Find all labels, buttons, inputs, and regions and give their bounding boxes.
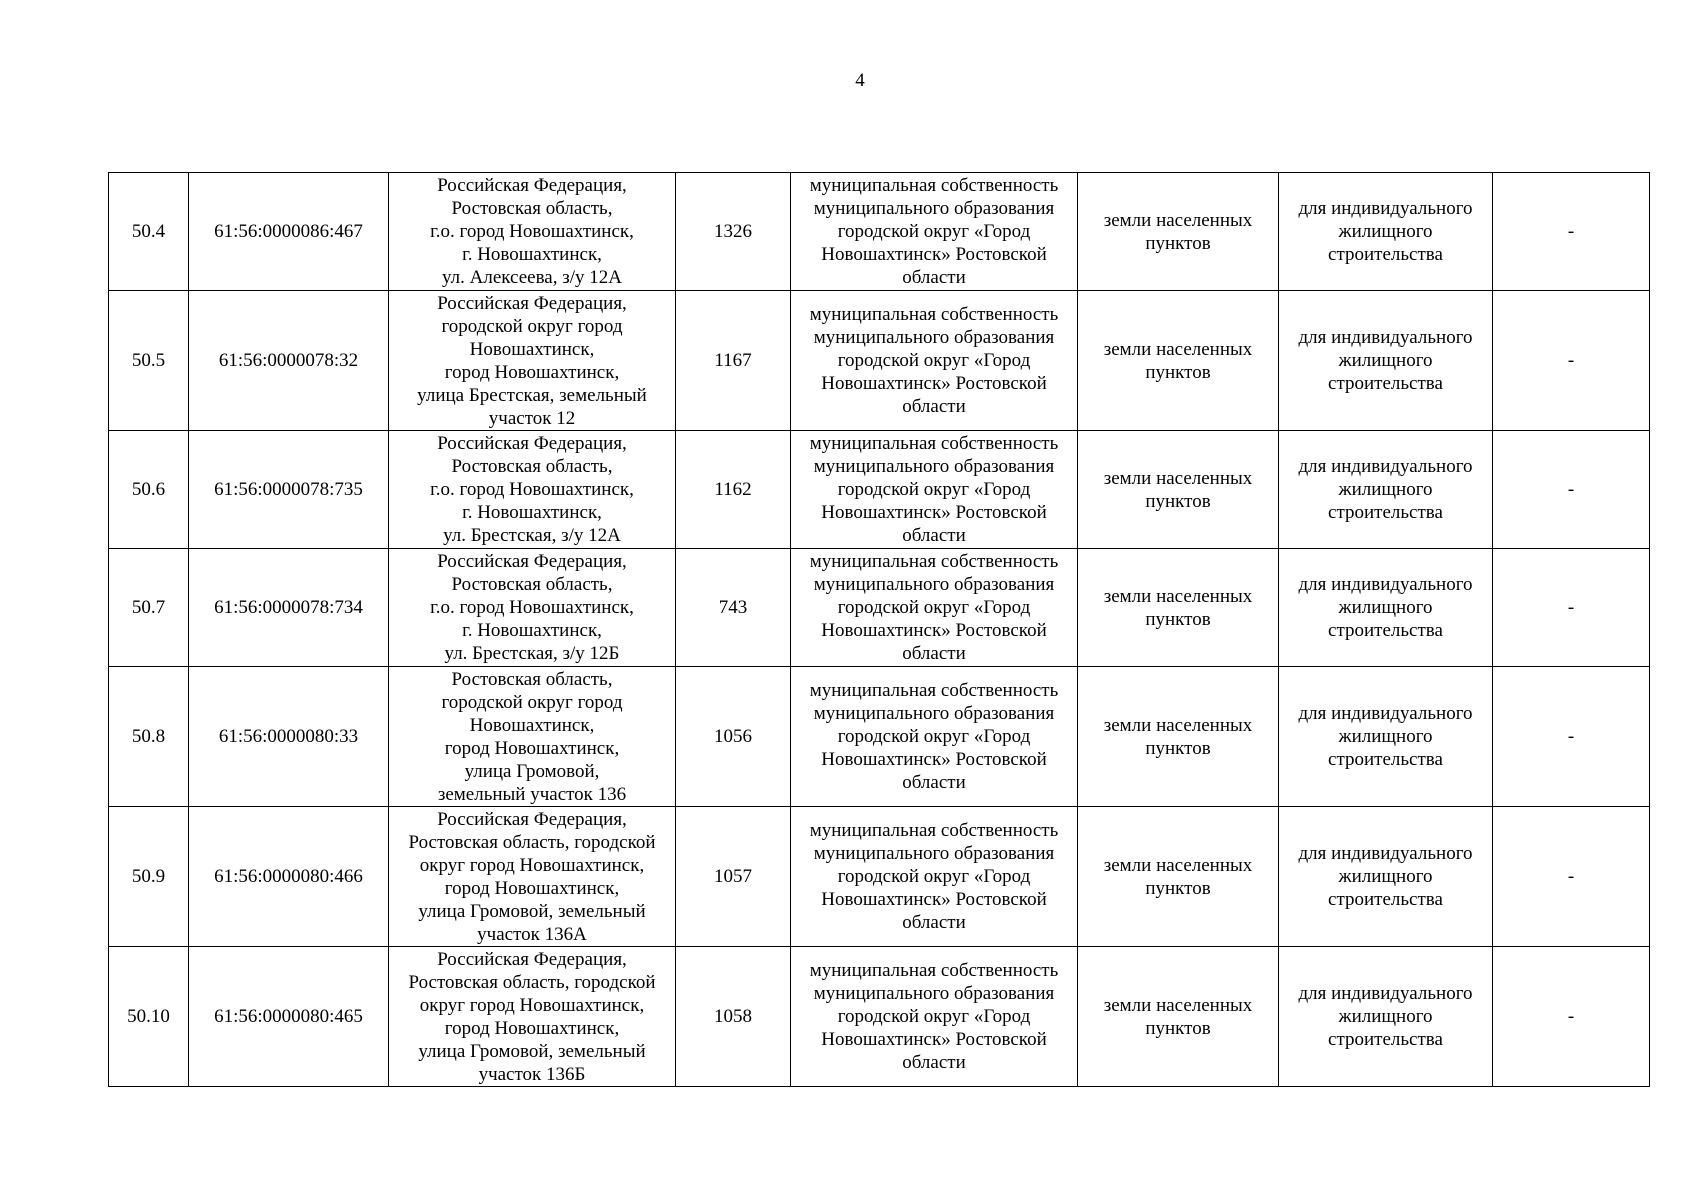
address-line: Российская Федерация, [437, 948, 627, 970]
land-category-line: пунктов [1145, 1017, 1211, 1039]
address-line: Российская Федерация, [437, 175, 627, 196]
note-cell: - [1493, 173, 1650, 291]
address-line: Ростовская область, [451, 574, 613, 595]
cadastral-number-cell: 61:56:0000080:465 [189, 947, 389, 1087]
ownership-line: городской округ «Город [837, 726, 1031, 747]
area-cell: 1056 [676, 667, 791, 807]
land-category-line: пунктов [1145, 232, 1211, 254]
ownership-cell [791, 947, 1078, 1087]
address-cell [389, 549, 676, 667]
land-category-cell [1078, 667, 1279, 807]
address-line: улица Брестская, земельный [417, 384, 647, 406]
ownership-line: городской округ «Город [837, 479, 1031, 500]
ownership-line: муниципальная собственность [809, 820, 1059, 841]
address-line: г. Новошахтинск, [462, 502, 602, 523]
ownership-line: области [902, 643, 966, 664]
ownership-line: городской округ «Город [837, 221, 1031, 242]
table-row [109, 549, 1650, 667]
cadastral-number-cell: 61:56:0000080:33 [189, 667, 389, 807]
permitted-use-line: строительства [1328, 749, 1443, 770]
land-category-cell [1078, 947, 1279, 1087]
ownership-line: муниципальная собственность [809, 433, 1059, 454]
ownership-line: области [902, 772, 966, 793]
cadastral-number-cell: 61:56:0000078:735 [189, 431, 389, 549]
address-line: город Новошахтинск, [444, 1017, 620, 1039]
area-cell: 1326 [676, 173, 791, 291]
address-line: ул. Брестская, з/у 12А [443, 525, 621, 546]
address-line: г.о. город Новошахтинск, [430, 479, 634, 500]
ownership-line: муниципальная собственность [809, 680, 1059, 701]
ownership-line: муниципального образования [813, 574, 1055, 595]
address-cell [389, 431, 676, 549]
row-number-cell: 50.5 [109, 291, 189, 431]
ownership-line: муниципальная собственность [809, 960, 1059, 981]
address-line: г. Новошахтинск, [462, 620, 602, 641]
address-line: ул. Брестская, з/у 12Б [444, 643, 620, 664]
land-category-cell [1078, 431, 1279, 549]
address-line: г. Новошахтинск, [462, 244, 602, 265]
address-line: участок 136Б [478, 1063, 586, 1085]
ownership-cell [791, 431, 1078, 549]
permitted-use-line: для индивидуального [1298, 843, 1473, 864]
note-cell: - [1493, 667, 1650, 807]
land-category-line: земли населенных [1103, 994, 1253, 1016]
land-category-line: земли населенных [1103, 714, 1253, 736]
ownership-line: муниципального образования [813, 198, 1055, 219]
land-category-line: земли населенных [1103, 209, 1253, 231]
ownership-line: муниципального образования [813, 327, 1055, 348]
ownership-line: Новошахтинск» Ростовской [821, 244, 1047, 265]
address-line: Новошахтинск, [469, 714, 595, 736]
permitted-use-line: строительства [1328, 889, 1443, 910]
ownership-line: муниципального образования [813, 703, 1055, 724]
address-line: Российская Федерация, [437, 551, 627, 572]
ownership-line: области [902, 267, 966, 288]
land-category-cell [1078, 173, 1279, 291]
permitted-use-line: для индивидуального [1298, 456, 1473, 477]
ownership-cell [791, 173, 1078, 291]
ownership-line: муниципальная собственность [809, 551, 1059, 572]
table-row [109, 173, 1650, 291]
row-number-cell: 50.4 [109, 173, 189, 291]
permitted-use-cell [1279, 173, 1493, 291]
address-line: Ростовская область, [451, 668, 613, 690]
address-line: участок 12 [488, 407, 576, 429]
permitted-use-cell [1279, 549, 1493, 667]
cadastral-number-cell: 61:56:0000078:32 [189, 291, 389, 431]
land-category-line: пунктов [1145, 877, 1211, 899]
permitted-use-line: жилищного [1338, 221, 1433, 242]
address-line: участок 136А [477, 923, 587, 945]
permitted-use-line: строительства [1328, 1029, 1443, 1050]
permitted-use-line: строительства [1328, 244, 1443, 265]
ownership-line: области [902, 396, 966, 417]
land-category-line: пунктов [1145, 608, 1211, 630]
land-category-cell [1078, 291, 1279, 431]
page-number: 4 [855, 70, 865, 91]
address-line: улица Громовой, земельный [418, 900, 646, 922]
address-line: улица Громовой, земельный [418, 1040, 646, 1062]
permitted-use-line: строительства [1328, 373, 1443, 394]
address-line: земельный участок 136 [437, 783, 627, 805]
address-line: город Новошахтинск, [444, 361, 620, 383]
permitted-use-line: жилищного [1338, 350, 1433, 371]
land-category-line: земли населенных [1103, 467, 1253, 489]
ownership-line: Новошахтинск» Ростовской [821, 373, 1047, 394]
ownership-line: муниципального образования [813, 983, 1055, 1004]
note-cell: - [1493, 807, 1650, 947]
row-number-cell: 50.9 [109, 807, 189, 947]
permitted-use-cell [1279, 291, 1493, 431]
table-row [109, 431, 1650, 549]
address-line: г.о. город Новошахтинск, [430, 597, 634, 618]
ownership-cell [791, 807, 1078, 947]
table-row [109, 667, 1650, 807]
permitted-use-cell [1279, 947, 1493, 1087]
permitted-use-line: для индивидуального [1298, 327, 1473, 348]
ownership-line: городской округ «Город [837, 597, 1031, 618]
permitted-use-line: жилищного [1338, 479, 1433, 500]
permitted-use-line: строительства [1328, 620, 1443, 641]
land-category-line: земли населенных [1103, 585, 1253, 607]
note-cell: - [1493, 947, 1650, 1087]
ownership-line: городской округ «Город [837, 350, 1031, 371]
land-category-line: пунктов [1145, 361, 1211, 383]
note-cell: - [1493, 431, 1650, 549]
register-table-body [109, 173, 1650, 1087]
ownership-cell [791, 291, 1078, 431]
address-line: городской округ город [441, 691, 623, 713]
row-number-cell: 50.7 [109, 549, 189, 667]
ownership-line: городской округ «Город [837, 866, 1031, 887]
address-line: округ город Новошахтинск, [419, 854, 645, 876]
land-plot-register-table [108, 172, 1650, 1087]
area-cell: 743 [676, 549, 791, 667]
ownership-line: муниципального образования [813, 456, 1055, 477]
address-line: Российская Федерация, [437, 808, 627, 830]
row-number-cell: 50.10 [109, 947, 189, 1087]
permitted-use-cell [1279, 667, 1493, 807]
land-category-line: пунктов [1145, 490, 1211, 512]
address-line: Ростовская область, [451, 198, 613, 219]
note-cell: - [1493, 549, 1650, 667]
address-line: Новошахтинск, [469, 338, 595, 360]
table-row [109, 291, 1650, 431]
permitted-use-line: строительства [1328, 502, 1443, 523]
address-line: ул. Алексеева, з/у 12А [442, 267, 622, 288]
address-cell [389, 947, 676, 1087]
permitted-use-line: жилищного [1338, 597, 1433, 618]
land-category-line: земли населенных [1103, 338, 1253, 360]
ownership-line: Новошахтинск» Ростовской [821, 502, 1047, 523]
ownership-cell [791, 667, 1078, 807]
address-line: округ город Новошахтинск, [419, 994, 645, 1016]
ownership-line: городской округ «Город [837, 1006, 1031, 1027]
permitted-use-line: для индивидуального [1298, 198, 1473, 219]
ownership-line: области [902, 1052, 966, 1073]
table-row [109, 807, 1650, 947]
address-cell [389, 291, 676, 431]
address-line: Российская Федерация, [437, 433, 627, 454]
area-cell: 1167 [676, 291, 791, 431]
address-cell [389, 173, 676, 291]
row-number-cell: 50.8 [109, 667, 189, 807]
permitted-use-line: жилищного [1338, 726, 1433, 747]
address-line: город Новошахтинск, [444, 737, 620, 759]
row-number-cell: 50.6 [109, 431, 189, 549]
ownership-line: муниципального образования [813, 843, 1055, 864]
cadastral-number-cell: 61:56:0000078:734 [189, 549, 389, 667]
address-line: Ростовская область, городской [408, 971, 656, 993]
address-cell [389, 667, 676, 807]
permitted-use-line: жилищного [1338, 866, 1433, 887]
note-cell: - [1493, 291, 1650, 431]
area-cell: 1058 [676, 947, 791, 1087]
cadastral-number-cell: 61:56:0000086:467 [189, 173, 389, 291]
cadastral-number-cell: 61:56:0000080:466 [189, 807, 389, 947]
ownership-line: Новошахтинск» Ростовской [821, 1029, 1047, 1050]
permitted-use-cell [1279, 807, 1493, 947]
ownership-line: области [902, 912, 966, 933]
table-row [109, 947, 1650, 1087]
ownership-cell [791, 549, 1078, 667]
permitted-use-line: для индивидуального [1298, 983, 1473, 1004]
permitted-use-line: для индивидуального [1298, 703, 1473, 724]
ownership-line: Новошахтинск» Ростовской [821, 620, 1047, 641]
land-category-line: земли населенных [1103, 854, 1253, 876]
land-category-cell [1078, 807, 1279, 947]
permitted-use-line: жилищного [1338, 1006, 1433, 1027]
address-line: Ростовская область, [451, 456, 613, 477]
area-cell: 1057 [676, 807, 791, 947]
address-line: Российская Федерация, [437, 292, 627, 314]
ownership-line: Новошахтинск» Ростовской [821, 889, 1047, 910]
address-line: Ростовская область, городской [408, 831, 656, 853]
area-cell: 1162 [676, 431, 791, 549]
address-line: город Новошахтинск, [444, 877, 620, 899]
address-cell [389, 807, 676, 947]
permitted-use-line: для индивидуального [1298, 574, 1473, 595]
permitted-use-cell [1279, 431, 1493, 549]
address-line: городской округ город [441, 315, 623, 337]
ownership-line: муниципальная собственность [809, 304, 1059, 325]
address-line: улица Громовой, [464, 760, 600, 782]
land-category-cell [1078, 549, 1279, 667]
address-line: г.о. город Новошахтинск, [430, 221, 634, 242]
ownership-line: муниципальная собственность [809, 175, 1059, 196]
ownership-line: Новошахтинск» Ростовской [821, 749, 1047, 770]
ownership-line: области [902, 525, 966, 546]
land-category-line: пунктов [1145, 737, 1211, 759]
